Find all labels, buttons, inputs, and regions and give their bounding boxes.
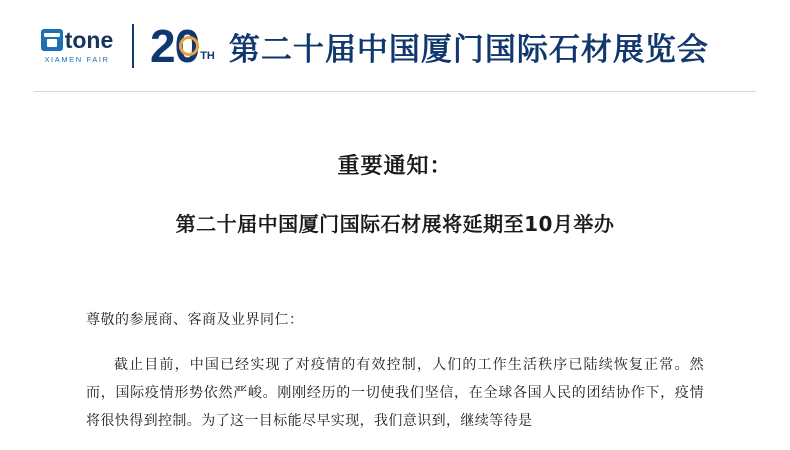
anniversary-digits: 20	[150, 19, 200, 72]
stone-s-icon	[41, 29, 63, 51]
anniversary-mark	[150, 19, 215, 72]
page-header	[0, 0, 790, 92]
logo-wordmark	[41, 26, 114, 53]
logo-word-text: tone	[64, 26, 114, 53]
header-title: 第二十届中国厦门国际石材展览会	[228, 31, 709, 68]
notice-title: 重要通知：	[337, 154, 453, 179]
logo-subtitle: XIAMEN FAIR	[44, 54, 110, 64]
document-body	[0, 149, 790, 435]
salutation: 尊敬的参展商、客商及业界同仁：	[86, 312, 304, 328]
paragraph-1: 截止目前，中国已经实现了对疫情的有效控制，人们的工作生活秩序已陆续恢复正常。然而，国际疫情形势依然严峻。刚刚经历的一切使我们坚信，在全球各国人民的团结协作下，疫情将很快得到控制。为了这一目标能尽早实现，我们意识到，继续等待是	[86, 357, 704, 429]
anniversary-suffix: TH	[200, 50, 215, 63]
notice-subtitle: 第二十届中国厦门国际石材展将延期至10月举办	[175, 212, 615, 236]
header-divider	[132, 24, 134, 68]
header-bottom-rule	[34, 91, 756, 92]
stone-fair-logo	[34, 26, 120, 64]
anniversary-number	[150, 19, 200, 72]
